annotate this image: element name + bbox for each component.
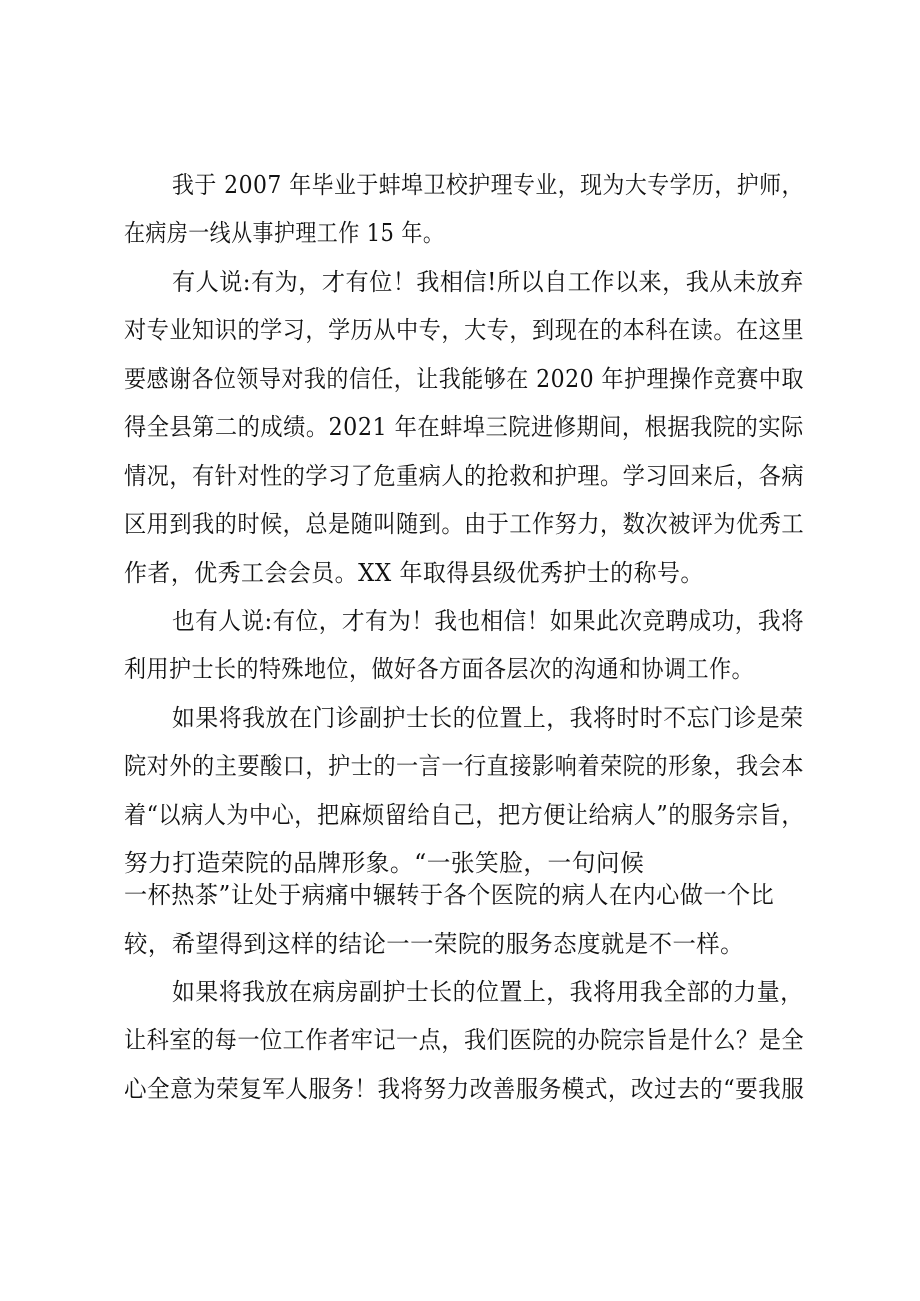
text-line: 要感谢各位领导对我的信任，让我能够在 2020 年护理操作竞赛中取 xyxy=(124,365,804,393)
text-line: 有人说:有为，才有位！我相信!所以自工作以来，我从未放弃 xyxy=(172,268,804,296)
text-line: 如果将我放在门诊副护士长的位置上，我将时时不忘门诊是荣 xyxy=(172,704,804,732)
text-line: 我于 2007 年毕业于蚌埠卫校护理专业，现为大专学历，护师， xyxy=(172,171,804,199)
text-line: 情况，有针对性的学习了危重病人的抢救和护理。学习回来后，各病 xyxy=(124,462,805,490)
text-line: 得全县第二的成绩。2021 年在蚌埠三院进修期间，根据我院的实际 xyxy=(124,413,804,441)
text-line: 也有人说:有位，才有为！我也相信！如果此次竞聘成功，我将 xyxy=(172,607,805,635)
text-line: 如果将我放在病房副护士长的位置上，我将用我全部的力量， xyxy=(172,978,804,1006)
text-line: 心全意为荣复军人服务！我将努力改善服务模式，改过去的“要我服 xyxy=(124,1075,805,1103)
text-line: 对专业知识的学习，学历从中专，大专，到现在的本科在读。在这里 xyxy=(124,316,805,344)
text-line: 区用到我的时候，总是随叫随到。由于工作努力，数次被评为优秀工 xyxy=(124,510,805,538)
text-line: 一杯热茶”让处于病痛中辗转于各个医院的病人在内心做一个比 xyxy=(124,881,775,909)
text-line: 院对外的主要酸口，护士的一言一行直接影响着荣院的形象，我会本 xyxy=(124,752,805,780)
text-line: 作者，优秀工会会员。XX 年取得县级优秀护士的称号。 xyxy=(124,559,704,587)
text-line: 较，希望得到这样的结论一一荣院的服务态度就是不一样。 xyxy=(124,930,744,958)
text-line: 利用护士长的特殊地位，做好各方面各层次的沟通和协调工作。 xyxy=(124,655,755,683)
text-line: 让科室的每一位工作者牢记一点，我们医院的办院宗旨是什么？是全 xyxy=(124,1026,805,1054)
text-line: 在病房一线从事护理工作 15 年。 xyxy=(124,219,445,247)
text-line: 努力打造荣院的品牌形象。“一张笑脸，一句问候 xyxy=(124,849,645,877)
text-line: 着“以病人为中心，把麻烦留给自己，把方便让给病人”的服务宗旨， xyxy=(124,801,805,829)
